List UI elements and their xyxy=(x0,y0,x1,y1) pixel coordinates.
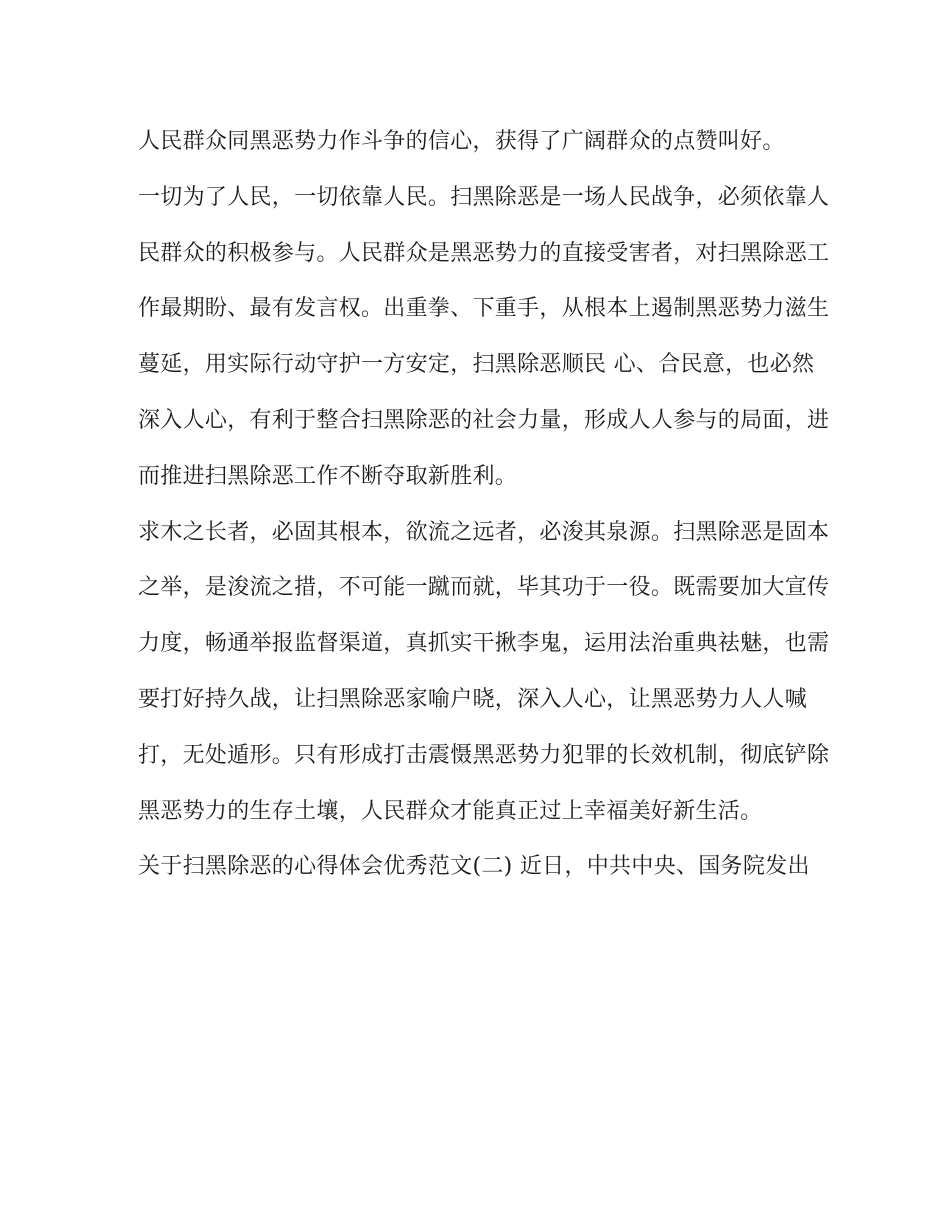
text-line: 人民群众同黑恶势力作斗争的信心，获得了广阔群众的点赞叫好。 xyxy=(138,129,785,154)
document-body xyxy=(138,122,830,903)
text-line: 求木之长者，必固其根本，欲流之远者，必浚其泉源。扫黑除恶是固本 xyxy=(138,519,830,545)
text-line: 要打好持久战，让扫黑除恶家喻户晓，深入人心，让黑恶势力人人喊 xyxy=(138,686,808,712)
text-line: 之举，是浚流之措，不可能一蹴而就，毕其功于一役。既需要加大宣传 xyxy=(138,575,830,601)
text-line: 蔓延，用实际行动守护一方安定，扫黑除恶顺民 心、合民意，也必然 xyxy=(138,352,815,378)
text-line: 关于扫黑除恶的心得体会优秀范文(二) 近日，中共中央、国务院发出 xyxy=(138,854,810,880)
text-line: 深入人心，有利于整合扫黑除恶的社会力量，形成人人参与的局面，进 xyxy=(138,407,830,433)
text-line: 而推进扫黑除恶工作不断夺取新胜利。 xyxy=(138,463,518,489)
text-line: 作最期盼、最有发言权。出重拳、下重手，从根本上遏制黑恶势力滋生 xyxy=(138,296,830,322)
text-line: 一切为了人民，一切依靠人民。扫黑除恶是一场人民战争，必须依靠人 xyxy=(138,184,830,210)
text-line: 力度，畅通举报监督渠道，真抓实干揪李鬼，运用法治重典祛魅，也需 xyxy=(138,631,830,657)
text-line: 民群众的积极参与。人民群众是黑恶势力的直接受害者，对扫黑除恶工 xyxy=(138,240,830,266)
text-line: 打，无处遁形。只有形成打击震慑黑恶势力犯罪的长效机制，彻底铲除 xyxy=(138,742,830,768)
text-line: 黑恶势力的生存土壤，人民群众才能真正过上幸福美好新生活。 xyxy=(138,798,763,824)
